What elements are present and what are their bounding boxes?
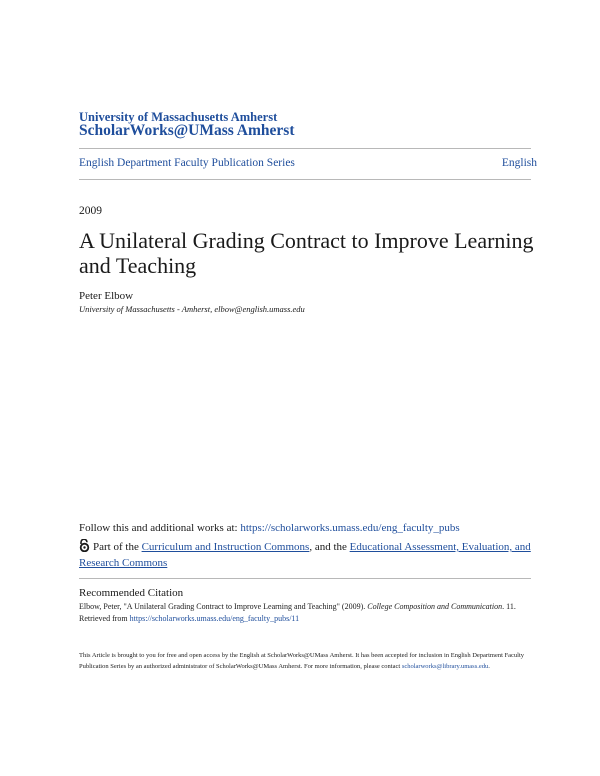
contact-email-link[interactable]: scholarworks@library.umass.edu (401, 662, 489, 670)
curriculum-commons-link[interactable]: Curriculum and Instruction Commons (141, 541, 310, 553)
citation-url-link[interactable]: https://scholarworks.umass.edu/eng_faculty_pubs/11 (129, 614, 300, 623)
article-title: A Unilateral Grading Contract to Improve Learning and Teaching (79, 228, 534, 278)
follow-line (79, 522, 460, 534)
citation-end: . 11. (502, 602, 516, 611)
part-of-prefix: Part of the (93, 541, 142, 553)
collection-url-link[interactable]: https://scholarworks.umass.edu/eng_faculty_pubs (240, 522, 460, 534)
notice-text: This Article is brought to you for free and open access by the English at ScholarWorks@UMass Amherst. It has been accepted for inclusion in English Department Faculty Publication Series by an authorized administrator of ScholarWorks@UMass Amherst. For more information, please contact (79, 652, 525, 670)
citation-heading: Recommended Citation (79, 587, 184, 599)
series-link[interactable]: English Department Faculty Publication Series (79, 157, 295, 169)
citation-divider (79, 578, 531, 579)
citation-retrieved: Retrieved from (79, 614, 130, 623)
citation-text (79, 601, 531, 625)
author-affiliation: University of Massachusetts - Amherst, elbow@english.umass.edu (79, 304, 305, 314)
access-notice (79, 651, 531, 672)
open-access-icon (79, 539, 90, 556)
follow-prefix: Follow this and additional works at: (79, 522, 241, 534)
publication-year: 2009 (79, 205, 102, 217)
series-divider (79, 179, 531, 180)
notice-end: . (488, 662, 490, 670)
citation-journal: College Composition and Communication (367, 602, 503, 611)
author-name: Peter Elbow (79, 290, 134, 302)
repository-name[interactable]: ScholarWorks@UMass Amherst (79, 122, 295, 139)
department-link[interactable]: English (501, 157, 537, 169)
part-of-line (79, 539, 531, 570)
and-text: , and the (309, 541, 350, 553)
assessment-commons-link[interactable]: Educational Assessment, Evaluation, and Research Commons (79, 541, 531, 569)
citation-body: Elbow, Peter, "A Unilateral Grading Contract to Improve Learning and Teaching" (2009). (79, 602, 368, 611)
institution-name[interactable]: University of Massachusetts Amherst (79, 110, 278, 124)
header-divider (79, 148, 531, 149)
